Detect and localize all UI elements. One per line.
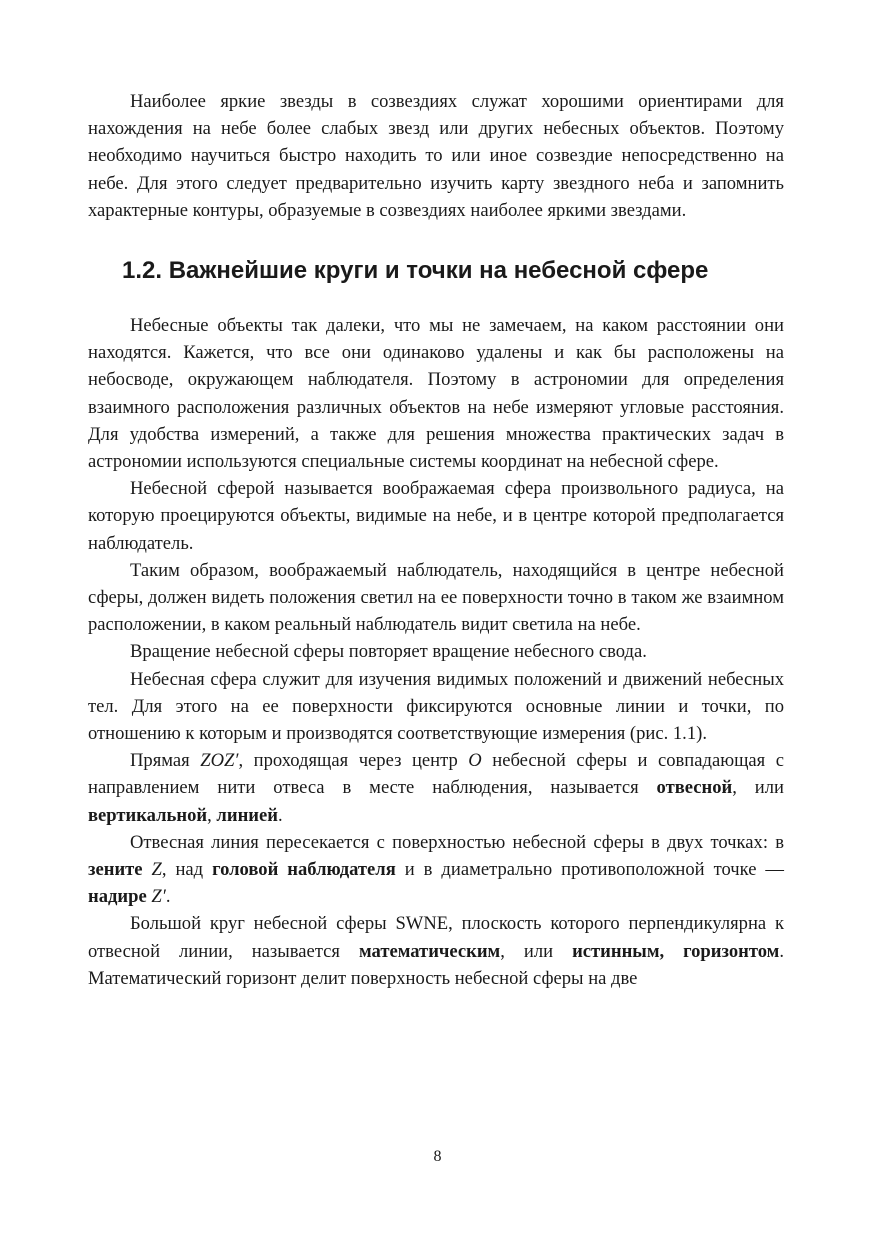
text: . <box>277 804 283 826</box>
text: небесной сферы и совпадающая с направлением нити отвеса в месте наблюдения, называется <box>88 750 784 799</box>
math-term: ZOZ′ <box>200 750 239 772</box>
text: , или <box>732 777 784 799</box>
term-bold: зените <box>88 859 143 881</box>
text: и в диаметрально противоположной точке — <box>395 859 784 881</box>
text: Большой круг небесной сферы SWNE, плоскость которого перпендикулярна к отвесной линии, называется <box>88 913 784 962</box>
term-bold: головой наблюдателя <box>212 859 396 881</box>
page-body <box>88 88 784 992</box>
paragraph: Небесные объекты так далеки, что мы не замечаем, на каком расстоянии они находятся. Кажется, что все они одинаково удалены и как бы расположены на небосводе, окружающем наблюдателя. Поэтому в астрономии для определения взаимного расположения различных объектов на небе измеряют угловые расстояния. Для удобства измерений, а также для решения множества практических задач в астрономии используются специальные системы координат на небесной сфере. <box>88 315 784 473</box>
text: , <box>207 804 217 826</box>
text: , над <box>161 859 213 881</box>
text: . <box>165 886 171 908</box>
text: , или <box>500 940 573 962</box>
math-term: O <box>468 750 482 772</box>
term-bold: истинным, горизонтом <box>572 940 780 962</box>
paragraph: Небесная сфера служит для изучения видимых положений и движений небесных тел. Для этого на ее поверхности фиксируются основные линии и точки, по отношению к которым и производятся соответствующие измерения (рис. 1.1). <box>88 668 784 745</box>
term-bold: вертикальной <box>88 804 208 826</box>
term-bold: математическим <box>358 940 501 962</box>
math-term: Z <box>151 859 162 881</box>
page-number: 8 <box>433 1148 442 1165</box>
term-bold: линией <box>216 804 278 826</box>
paragraph: Небесной сферой называется воображаемая сфера произвольного радиуса, на которую проецируются объекты, видимые на небе, и в центре которой предполагается наблюдатель. <box>88 478 784 554</box>
section-heading: 1.2. Важнейшие круги и точки на небесной сфере <box>122 257 709 285</box>
paragraph-vertical-line <box>88 747 784 829</box>
term-bold: надире <box>88 886 147 908</box>
term-bold: отвесной <box>656 777 733 799</box>
text: Отвесная линия пересекается с поверхностью небесной сферы в двух точках: в <box>130 831 784 853</box>
text <box>143 859 152 880</box>
paragraph: Таким образом, воображаемый наблюдатель, находящийся в центре небесной сферы, должен видеть положения светил на ее поверхности точно в таком же взаимном расположении, в каком реальный наблюдатель видит светила на небе. <box>88 559 784 636</box>
paragraph: Вращение небесной сферы повторяет вращение небесного свода. <box>130 641 647 663</box>
intro-paragraph: Наиболее яркие звезды в созвездиях служат хорошими ориентирами для нахождения на небе более слабых звезд или других небесных объектов. Поэтому необходимо научиться быстро находить то или иное созвездие непосредственно на небе. Для этого следует предварительно изучить карту звездного неба и запомнить характерные контуры, образуемые в созвездиях наиболее яркими звездами. <box>88 91 784 221</box>
paragraph-horizon <box>88 910 784 992</box>
text: , проходящая через центр <box>238 750 469 772</box>
text: Прямая <box>130 750 201 772</box>
paragraph-zenith <box>88 829 784 911</box>
math-term: Z′ <box>151 886 166 908</box>
text: . Математический горизонт делит поверхность небесной сферы на две <box>88 940 784 989</box>
